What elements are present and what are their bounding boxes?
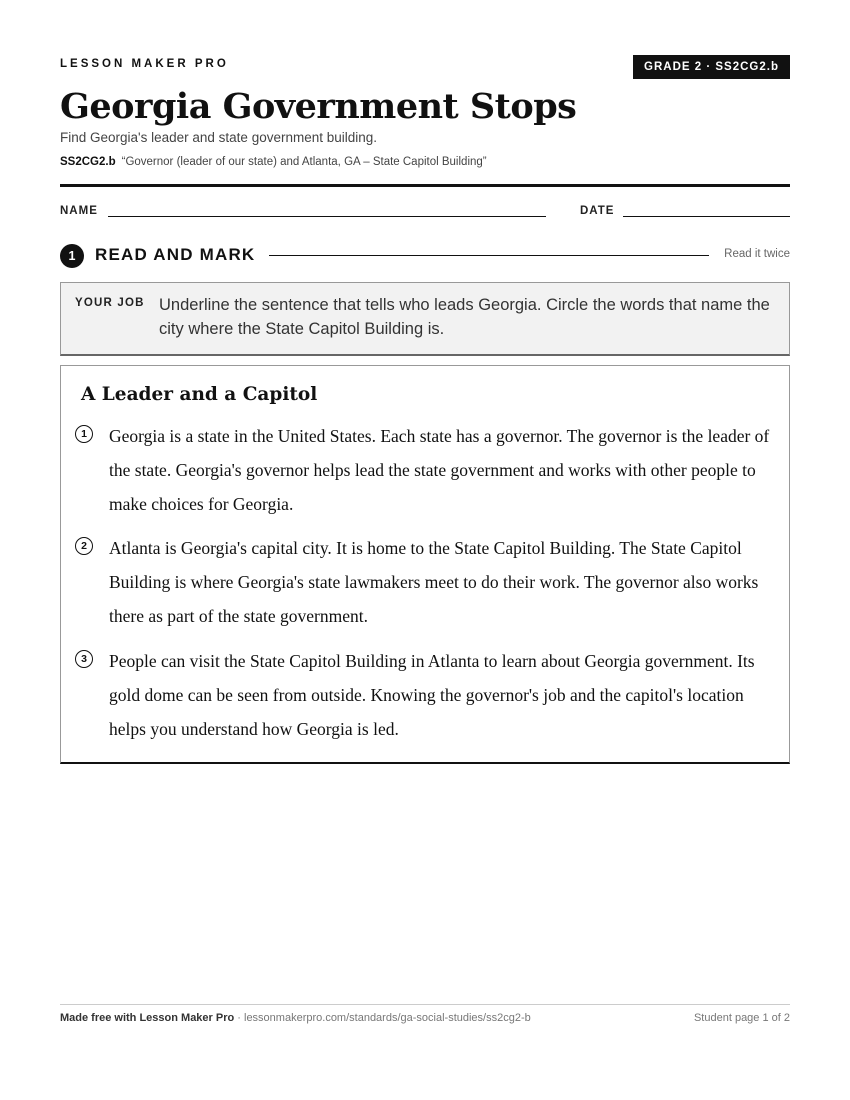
- standard-text: “Governor (leader of our state) and Atlanta, GA – State Capitol Building”: [121, 156, 487, 168]
- page-subtitle: Find Georgia's leader and state government building.: [60, 130, 378, 145]
- brand-name: LESSON MAKER PRO: [60, 58, 229, 70]
- section-header: [60, 243, 790, 269]
- date-label: DATE: [580, 205, 615, 217]
- paragraph-text[interactable]: Georgia is a state in the United States. Each state has a governor. The governor is the leader of the state. Georgia's governor helps lead the state government and works with other people to make choices for Georgia.: [109, 426, 770, 514]
- instructions-box: [60, 282, 790, 356]
- footer-separator: ·: [234, 1012, 244, 1024]
- section-number: 1: [60, 244, 84, 268]
- reading-passage: [60, 365, 790, 764]
- paragraph-number: 2: [75, 537, 93, 555]
- name-field[interactable]: [108, 216, 546, 217]
- page-indicator: Student page 1 of 2: [693, 1012, 790, 1024]
- footer-made-with: Made free with Lesson Maker Pro: [60, 1012, 235, 1024]
- paragraph-text[interactable]: Atlanta is Georgia's capital city. It is home to the State Capitol Building. The State Capitol Building is where Georgia's state lawmakers meet to do their work. The governor also works there as part of the state government.: [109, 538, 759, 626]
- footer-credit: [60, 1012, 531, 1024]
- standard-code: SS2CG2.b: [60, 156, 116, 168]
- footer-url[interactable]: lessonmakerpro.com/standards/ga-social-studies/ss2cg2-b: [244, 1012, 531, 1024]
- footer-divider: [60, 1004, 790, 1005]
- instructions-text: Underline the sentence that tells who leads Georgia. Circle the words that name the city where the State Capitol Building is.: [159, 296, 770, 338]
- grade-badge: GRADE 2 · SS2CG2.b: [633, 55, 790, 79]
- section-hint: Read it twice: [724, 248, 790, 260]
- section-title: READ AND MARK: [95, 245, 256, 264]
- instructions-label: YOUR JOB: [75, 297, 145, 309]
- header-divider: [60, 184, 790, 187]
- page-title: Georgia Government Stops: [60, 86, 577, 127]
- standard-line: [60, 156, 487, 168]
- paragraph-number: 3: [75, 650, 93, 668]
- passage-title: A Leader and a Capitol: [81, 384, 318, 405]
- section-divider: [269, 255, 709, 256]
- date-field[interactable]: [623, 216, 790, 217]
- worksheet-page: [60, 0, 790, 1100]
- paragraph-number: 1: [75, 425, 93, 443]
- name-label: NAME: [60, 205, 98, 217]
- paragraph-text[interactable]: People can visit the State Capitol Building in Atlanta to learn about Georgia government. Its gold dome can be seen from outside. Knowing the governor's job and the capitol's location helps you understand how Georgia is led.: [109, 651, 755, 739]
